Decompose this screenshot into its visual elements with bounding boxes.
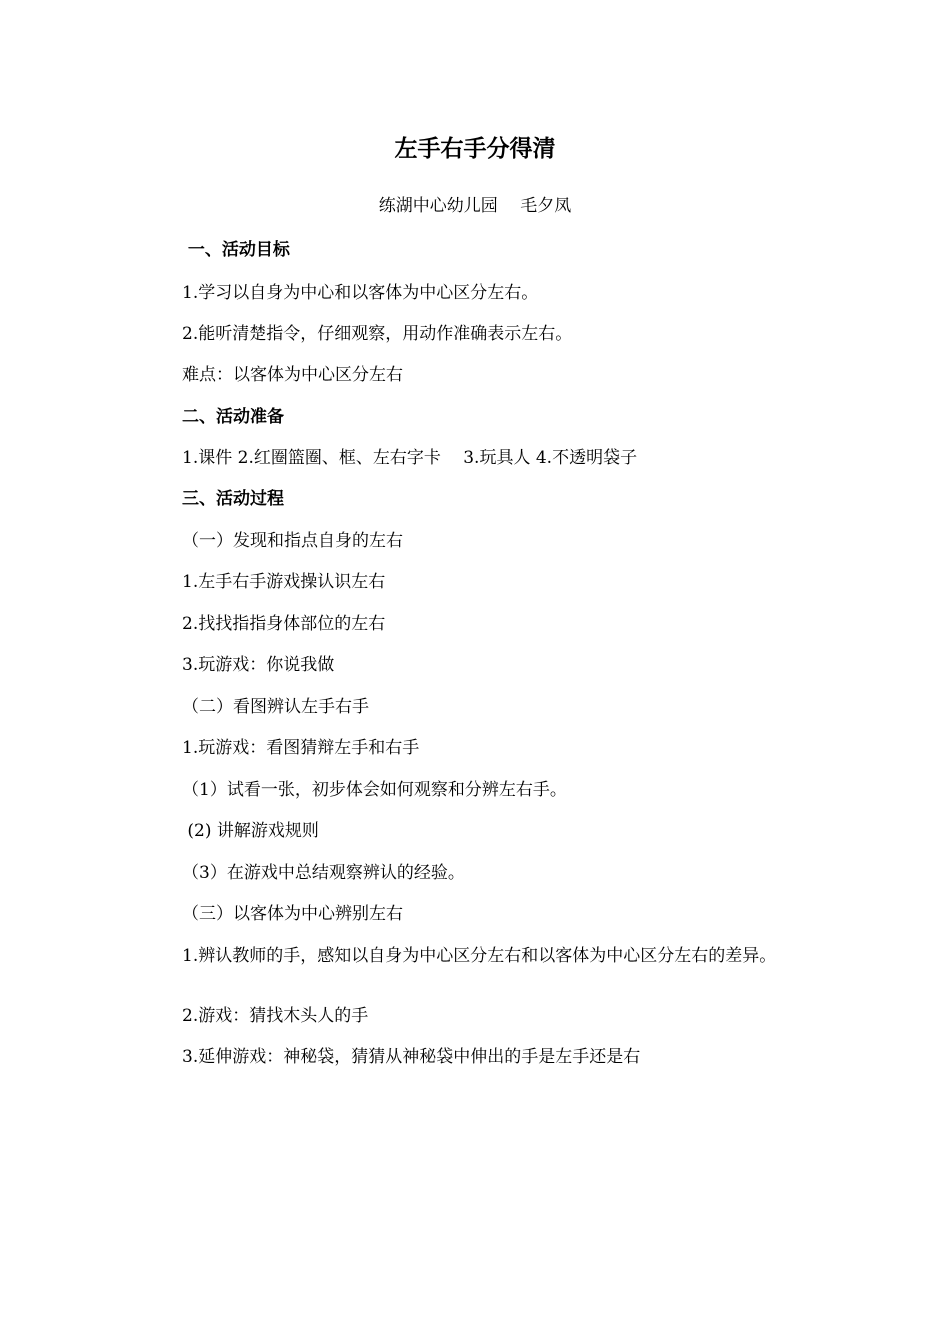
part2-item-3: (2) 讲解游戏规则 (182, 821, 319, 841)
part2-item-1: 1.玩游戏：看图猜辩左手和右手 (182, 738, 420, 758)
document-title: 左手右手分得清 (394, 136, 556, 162)
section3-heading: 三、活动过程 (182, 489, 284, 509)
part3-item-3: 3.延伸游戏：神秘袋，猜猜从神秘袋中伸出的手是左手还是右 (182, 1047, 641, 1067)
section2-materials: 1.课件 2.红圈篮圈、框、左右字卡 3.玩具人 4.不透明袋子 (182, 448, 638, 468)
section1-item-2: 2.能听清楚指令，仔细观察，用动作准确表示左右。 (182, 324, 573, 344)
section1-difficulty: 难点：以客体为中心区分左右 (182, 365, 403, 385)
part1-item-1: 1.左手右手游戏操认识左右 (182, 572, 386, 592)
document-author: 练湖中心幼儿园 毛夕凤 (378, 196, 572, 216)
part2-heading: （二）看图辨认左手右手 (182, 697, 369, 717)
part3-item-2: 2.游戏：猜找木头人的手 (182, 1006, 369, 1026)
section1-item-1: 1.学习以自身为中心和以客体为中心区分左右。 (182, 283, 539, 303)
part3-heading: （三）以客体为中心辨别左右 (182, 904, 403, 924)
section1-heading: 一、活动目标 (182, 240, 290, 260)
section2-heading: 二、活动准备 (182, 407, 284, 427)
part3-item-1: 1.辨认教师的手，感知以自身为中心区分左右和以客体为中心区分左右的差异。 (182, 946, 777, 966)
part2-item-4: （3）在游戏中总结观察辨认的经验。 (182, 863, 465, 883)
part1-item-3: 3.玩游戏：你说我做 (182, 655, 335, 675)
part1-heading: （一）发现和指点自身的左右 (182, 531, 403, 551)
part1-item-2: 2.找找指指身体部位的左右 (182, 614, 386, 634)
part2-item-2: （1）试看一张，初步体会如何观察和分辨左右手。 (182, 780, 567, 800)
